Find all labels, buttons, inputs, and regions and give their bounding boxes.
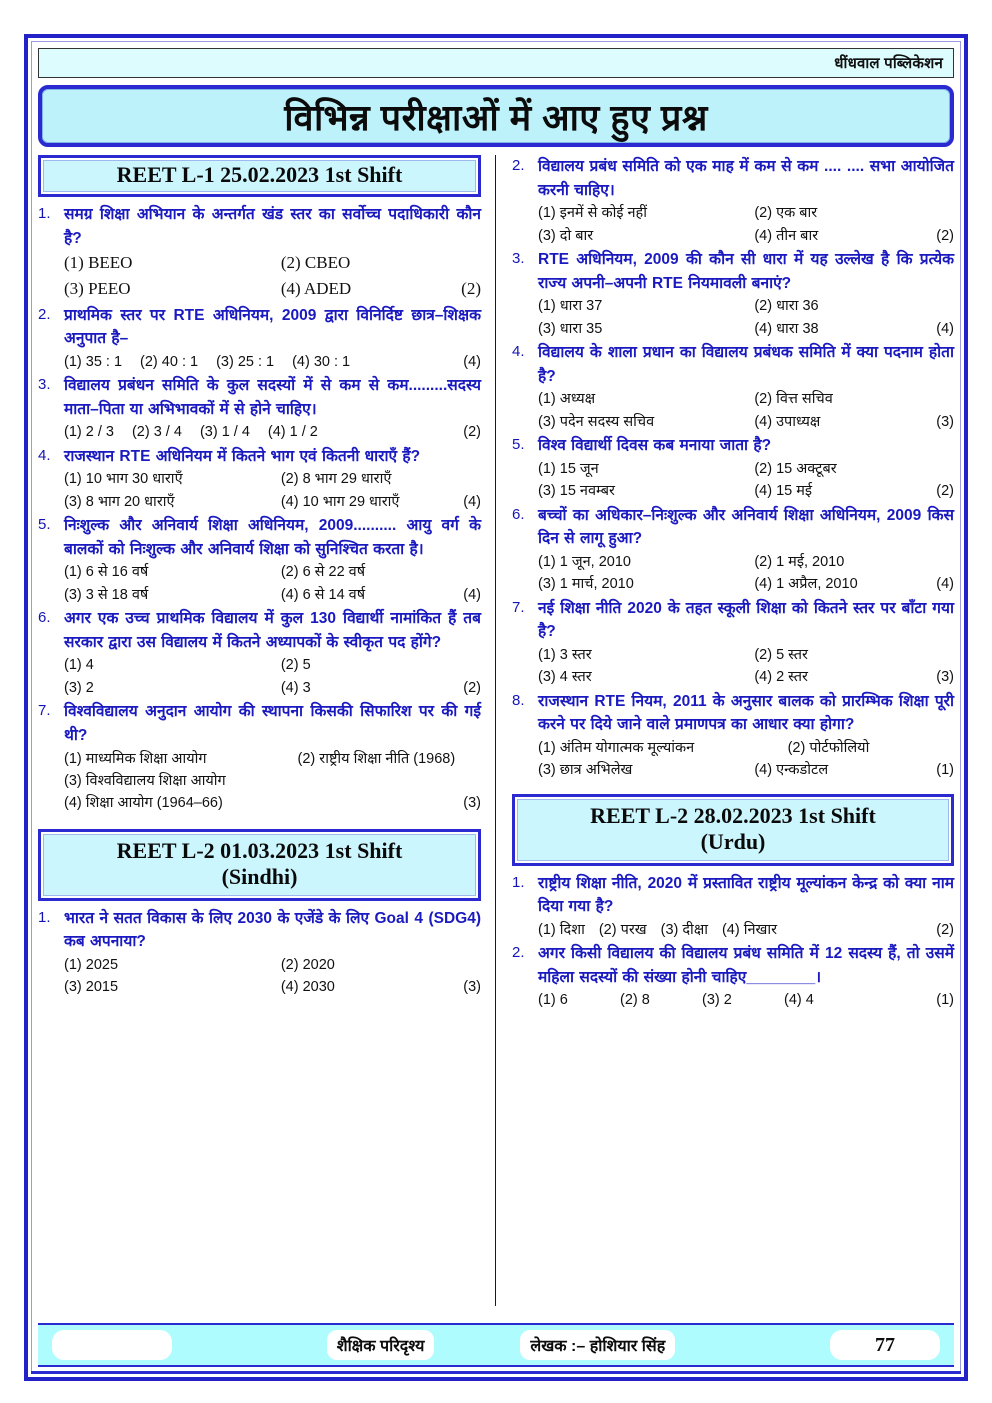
- footer-author: लेखक :– होशियार सिंह: [520, 1330, 675, 1360]
- option-3[interactable]: (3) PEEO: [64, 279, 131, 299]
- option-3[interactable]: (3) पदेन सदस्य सचिव: [538, 413, 655, 430]
- question-text: विद्यालय के शाला प्रधान का विद्यालय प्रबंधक समिति में क्या पदनाम होता है?: [538, 344, 954, 385]
- page-number: 77: [830, 1330, 940, 1360]
- option-3[interactable]: (3) 3 से 18 वर्ष: [64, 586, 149, 603]
- option-row: [538, 919, 954, 941]
- option-3[interactable]: (3) 1 मार्च, 2010: [538, 576, 634, 593]
- question-number: 6.: [38, 609, 51, 627]
- option-4[interactable]: (4) 1 / 2: [267, 424, 318, 441]
- option-row: [538, 666, 954, 688]
- option-row: [538, 388, 954, 410]
- option-3[interactable]: (3) 15 नवम्बर: [538, 483, 615, 500]
- option-1[interactable]: (1) 35 : 1: [64, 353, 123, 370]
- section-header-line1: REET L-2 28.02.2023 1st Shift: [590, 802, 876, 828]
- option-1[interactable]: (1) अंतिम योगात्मक मूल्यांकन: [538, 739, 695, 756]
- question-block: [512, 942, 954, 1012]
- question-text: बच्चों का अधिकार–निःशुल्क और अनिवार्य शिक्षा अधिनियम, 2009 किस दिन से लागू हुआ?: [538, 506, 954, 548]
- question-text: प्राथमिक स्तर पर RTE अधिनियम, 2009 द्वारा विनिर्दिष्ट छात्र–शिक्षक अनुपात है–: [64, 306, 481, 348]
- option-2[interactable]: (2) 8 भाग 29 धाराएँ: [280, 471, 392, 488]
- option-4[interactable]: (4) 10 भाग 29 धाराएँ: [280, 493, 400, 510]
- page-title-box: [38, 85, 954, 147]
- option-row: [538, 225, 954, 247]
- option-4[interactable]: (4) 2030: [280, 979, 335, 996]
- answer-key: (4): [936, 320, 954, 337]
- question-block: [38, 700, 481, 815]
- option-4[interactable]: (4) 15 मई: [754, 483, 813, 500]
- option-4[interactable]: (4) 1 अप्रैल, 2010: [754, 576, 858, 593]
- answer-key: (3): [463, 795, 481, 812]
- page-footer: [38, 1323, 954, 1367]
- option-2[interactable]: (2) राष्ट्रीय शिक्षा नीति (1968): [297, 750, 456, 767]
- footer-book-title: शैक्षिक परिदृश्य: [327, 1330, 435, 1360]
- option-1[interactable]: (1) BEEO: [64, 253, 133, 273]
- option-1[interactable]: (1) इनमें से कोई नहीं: [538, 205, 647, 222]
- question-block: [38, 203, 481, 303]
- question-block: [512, 597, 954, 689]
- option-4[interactable]: (4) 4: [784, 992, 814, 1009]
- option-1[interactable]: (1) 6: [538, 992, 568, 1009]
- option-row: [538, 737, 954, 759]
- question-number: 7.: [512, 598, 525, 616]
- option-3[interactable]: (3) 2: [702, 992, 732, 1009]
- options-list: [538, 202, 954, 247]
- option-2[interactable]: (2) 15 अक्टूबर: [754, 460, 837, 477]
- option-row: [64, 792, 481, 814]
- option-row: [538, 202, 954, 224]
- question-block: [512, 690, 954, 782]
- option-2[interactable]: (2) CBEO: [280, 253, 351, 273]
- question-text: राजस्थान RTE अधिनियम में कितने भाग एवं कितनी धाराएँ हैं?: [64, 447, 421, 465]
- option-row: [64, 276, 481, 302]
- option-4[interactable]: (4) 3: [280, 679, 311, 696]
- question-number: 2.: [512, 157, 525, 174]
- answer-key: (2): [936, 483, 954, 500]
- option-row: [64, 654, 481, 676]
- options-list: [538, 989, 954, 1011]
- option-row: [64, 561, 481, 583]
- option-3[interactable]: (3) 4 स्तर: [538, 669, 592, 686]
- options-list: [64, 561, 481, 606]
- section-header-line2: (Urdu): [700, 828, 766, 854]
- footer-bottom-rule: [31, 1371, 961, 1374]
- answer-key: (4): [936, 576, 954, 593]
- section-header-line2: (Sindhi): [221, 863, 298, 889]
- option-2[interactable]: (2) धारा 36: [754, 298, 819, 315]
- option-row: [538, 411, 954, 433]
- question-block: [512, 155, 954, 247]
- option-row: [538, 551, 954, 573]
- option-row: [538, 644, 954, 666]
- options-list: [64, 351, 481, 373]
- option-4[interactable]: (4) शिक्षा आयोग (1964–66): [64, 795, 223, 812]
- question-number: 2.: [512, 944, 525, 962]
- question-block: [512, 872, 954, 942]
- question-block: [38, 607, 481, 699]
- question-number: 7.: [38, 702, 51, 720]
- option-3[interactable]: (3) छात्र अभिलेख: [538, 762, 633, 779]
- option-1[interactable]: (1) 4: [64, 657, 94, 674]
- option-row: [64, 351, 481, 373]
- answer-key: (2): [936, 227, 954, 244]
- option-3[interactable]: (3) धारा 35: [538, 320, 603, 337]
- question-text: विश्वविद्यालय अनुदान आयोग की स्थापना किसकी सिफारिश पर की गई थी?: [64, 703, 481, 744]
- options-list: [64, 421, 481, 443]
- question-text: समग्र शिक्षा अभियान के अन्तर्गत खंड स्तर का सर्वोच्च पदाधिकारी कौन है?: [64, 205, 481, 247]
- answer-key: (3): [463, 979, 481, 996]
- option-3[interactable]: (3) 2: [64, 679, 94, 696]
- option-row: [64, 421, 481, 443]
- option-row: [64, 677, 481, 699]
- option-2[interactable]: (2) 8: [620, 992, 650, 1009]
- footer-blank-box: [52, 1330, 172, 1360]
- question-block: [38, 374, 481, 444]
- question-text: विद्यालय प्रबंध समिति को एक माह में कम से कम .... .... सभा आयोजित करनी चाहिए।: [538, 158, 954, 199]
- option-2[interactable]: (2) पोर्टफोलियो: [787, 739, 870, 756]
- answer-key: (1): [936, 762, 954, 779]
- question-number: 1.: [512, 873, 525, 891]
- question-block: [512, 434, 954, 502]
- question-number: 3.: [512, 250, 525, 268]
- question-number: 5.: [38, 516, 51, 534]
- option-1[interactable]: (1) अध्यक्ष: [538, 391, 596, 408]
- question-block: [512, 248, 954, 340]
- option-4[interactable]: (4) एन्कडोटल: [754, 762, 829, 779]
- footer-center: [172, 1330, 830, 1360]
- question-text: विद्यालय प्रबंधन समिति के कुल सदस्यों में से कम से कम.........सदस्य माता–पिता या अभिभावकों में से होने चाहिए।: [64, 377, 481, 418]
- answer-key: (3): [936, 669, 954, 686]
- question-block: [38, 445, 481, 513]
- question-text: अगर किसी विद्यालय की विद्यालय प्रबंध समिति में 12 सदस्य हैं, तो उसमें महिला सदस्यों की संख्या होनी चाहिए________।: [538, 945, 954, 986]
- left-column: [38, 155, 496, 1306]
- option-3[interactable]: (3) 8 भाग 20 धाराएँ: [64, 493, 175, 510]
- question-text: भारत ने सतत विकास के लिए 2030 के एजेंडे के लिए Goal 4 (SDG4) कब अपनाया?: [64, 909, 481, 951]
- option-4[interactable]: (4) 30 : 1: [292, 353, 351, 370]
- section-header-line1: REET L-1 25.02.2023 1st Shift: [116, 162, 403, 187]
- options-list: [538, 458, 954, 503]
- option-3[interactable]: (3) विश्वविद्यालय शिक्षा आयोग: [64, 772, 226, 789]
- option-row: [538, 480, 954, 502]
- option-row: [64, 250, 481, 276]
- publisher-name: धींधवाल पब्लिकेशन: [834, 55, 943, 72]
- answer-key: (2): [936, 921, 954, 938]
- option-4[interactable]: (4) ADED: [280, 279, 352, 299]
- option-3[interactable]: (3) 2015: [64, 979, 119, 996]
- answer-key: (1): [936, 992, 954, 1009]
- option-4[interactable]: (4) 2 स्तर: [754, 669, 808, 686]
- option-row: [538, 573, 954, 595]
- section-header-line1: REET L-2 01.03.2023 1st Shift: [116, 837, 403, 863]
- question-block: [38, 907, 481, 999]
- option-row: [64, 770, 481, 792]
- option-1[interactable]: (1) 3 स्तर: [538, 646, 592, 663]
- question-number: 2.: [38, 305, 51, 323]
- answer-key: (2): [461, 279, 481, 299]
- option-row: [538, 989, 954, 1011]
- options-list: [64, 748, 481, 815]
- question-number: 6.: [512, 505, 525, 523]
- option-1[interactable]: (1) दिशा: [538, 921, 585, 938]
- option-4[interactable]: (4) 6 से 14 वर्ष: [280, 586, 366, 603]
- option-4[interactable]: (4) निखार: [721, 921, 778, 938]
- options-list: [538, 644, 954, 689]
- option-1[interactable]: (1) माध्यमिक शिक्षा आयोग: [64, 750, 207, 767]
- option-row: [538, 318, 954, 340]
- question-number: 5.: [512, 436, 525, 454]
- option-1[interactable]: (1) 1 जून, 2010: [538, 553, 631, 570]
- option-2[interactable]: (2) 1 मई, 2010: [754, 553, 845, 570]
- option-2[interactable]: (2) 2020: [280, 956, 335, 973]
- right-column: [496, 155, 954, 1306]
- question-block: [512, 504, 954, 596]
- option-2[interactable]: (2) 5: [280, 657, 311, 674]
- option-1[interactable]: (1) 6 से 16 वर्ष: [64, 564, 149, 581]
- option-1[interactable]: (1) 10 भाग 30 धाराएँ: [64, 471, 183, 488]
- option-1[interactable]: (1) 2025: [64, 956, 119, 973]
- option-row: [64, 954, 481, 976]
- section-header-reet-l2-sindhi: [38, 829, 481, 901]
- question-text: अगर एक उच्च प्राथमिक विद्यालय में कुल 130 विद्यार्थी नामांकित हैं तब सरकार द्वारा उस विद्यालय में कितने अध्यापकों के स्वीकृत पद होंगे?: [64, 610, 481, 651]
- options-list: [538, 295, 954, 340]
- question-number: 1.: [38, 204, 51, 222]
- page-title: विभिन्न परीक्षाओं में आए हुए प्रश्न: [284, 96, 708, 138]
- option-row: [538, 458, 954, 480]
- section-header-reet-l1: [38, 155, 481, 197]
- options-list: [538, 737, 954, 782]
- question-number: 4.: [512, 343, 525, 361]
- option-1[interactable]: (1) धारा 37: [538, 298, 603, 315]
- options-list: [64, 250, 481, 303]
- option-1[interactable]: (1) 15 जून: [538, 460, 599, 477]
- question-text: निःशुल्क और अनिवार्य शिक्षा अधिनियम, 2009.......... आयु वर्ग के बालकों को निःशुल्क और अनिवार्य शिक्षा को सुनिश्चित करता है।: [64, 517, 481, 558]
- option-3[interactable]: (3) दो बार: [538, 227, 594, 244]
- options-list: [538, 388, 954, 433]
- option-3[interactable]: (3) 25 : 1: [216, 353, 275, 370]
- option-4[interactable]: (4) तीन बार: [754, 227, 819, 244]
- options-list: [64, 468, 481, 513]
- options-list: [538, 551, 954, 596]
- option-1[interactable]: (1) 2 / 3: [64, 424, 114, 441]
- answer-key: (4): [463, 493, 481, 510]
- option-row: [64, 976, 481, 998]
- question-text: राजस्थान RTE नियम, 2011 के अनुसार बालक को प्रारम्भिक शिक्षा पूरी करने पर दिये जाने वाले प्रमाणपत्र का आधार क्या होगा?: [538, 692, 954, 734]
- option-2[interactable]: (2) एक बार: [754, 205, 818, 222]
- question-text: नई शिक्षा नीति 2020 के तहत स्कूली शिक्षा को कितने स्तर पर बाँटा गया है?: [538, 599, 954, 641]
- question-text: राष्ट्रीय शिक्षा नीति, 2020 में प्रस्तावित राष्ट्रीय मूल्यांकन केन्द्र को क्या नाम दिया गया है?: [538, 874, 954, 916]
- answer-key: (4): [463, 586, 481, 603]
- question-number: 1.: [38, 908, 51, 926]
- two-column-body: [38, 155, 954, 1306]
- option-row: [64, 491, 481, 513]
- options-list: [64, 654, 481, 699]
- question-block: [512, 341, 954, 433]
- options-list: [538, 919, 954, 941]
- option-2[interactable]: (2) 5 स्तर: [754, 646, 808, 663]
- question-block: [38, 304, 481, 374]
- option-2[interactable]: (2) परख: [598, 921, 647, 938]
- option-row: [64, 584, 481, 606]
- options-list: [64, 954, 481, 999]
- answer-key: (3): [936, 413, 954, 430]
- option-row: [64, 468, 481, 490]
- option-2[interactable]: (2) 6 से 22 वर्ष: [280, 564, 366, 581]
- question-text: विश्व विद्यार्थी दिवस कब मनाया जाता है?: [538, 437, 772, 455]
- option-row: [64, 748, 481, 770]
- answer-key: (4): [463, 353, 481, 370]
- question-block: [38, 514, 481, 606]
- option-2[interactable]: (2) वित्त सचिव: [754, 391, 833, 408]
- option-2[interactable]: (2) 3 / 4: [131, 424, 182, 441]
- answer-key: (2): [463, 679, 481, 696]
- option-3[interactable]: (3) दीक्षा: [660, 921, 708, 938]
- section-header-reet-l2-urdu: [512, 794, 954, 866]
- option-row: [538, 295, 954, 317]
- question-number: 4.: [38, 446, 51, 464]
- option-4[interactable]: (4) उपाध्यक्ष: [754, 413, 821, 430]
- option-row: [538, 759, 954, 781]
- publisher-bar: [38, 48, 954, 78]
- option-4[interactable]: (4) धारा 38: [754, 320, 819, 337]
- question-text: RTE अधिनियम, 2009 की कौन सी धारा में यह उल्लेख है कि प्रत्येक राज्य अपनी–अपनी RTE नियमावली बनाएं?: [538, 251, 954, 292]
- question-number: 8.: [512, 691, 525, 709]
- option-3[interactable]: (3) 1 / 4: [199, 424, 250, 441]
- answer-key: (2): [463, 424, 481, 441]
- option-2[interactable]: (2) 40 : 1: [140, 353, 199, 370]
- question-number: 3.: [38, 376, 51, 394]
